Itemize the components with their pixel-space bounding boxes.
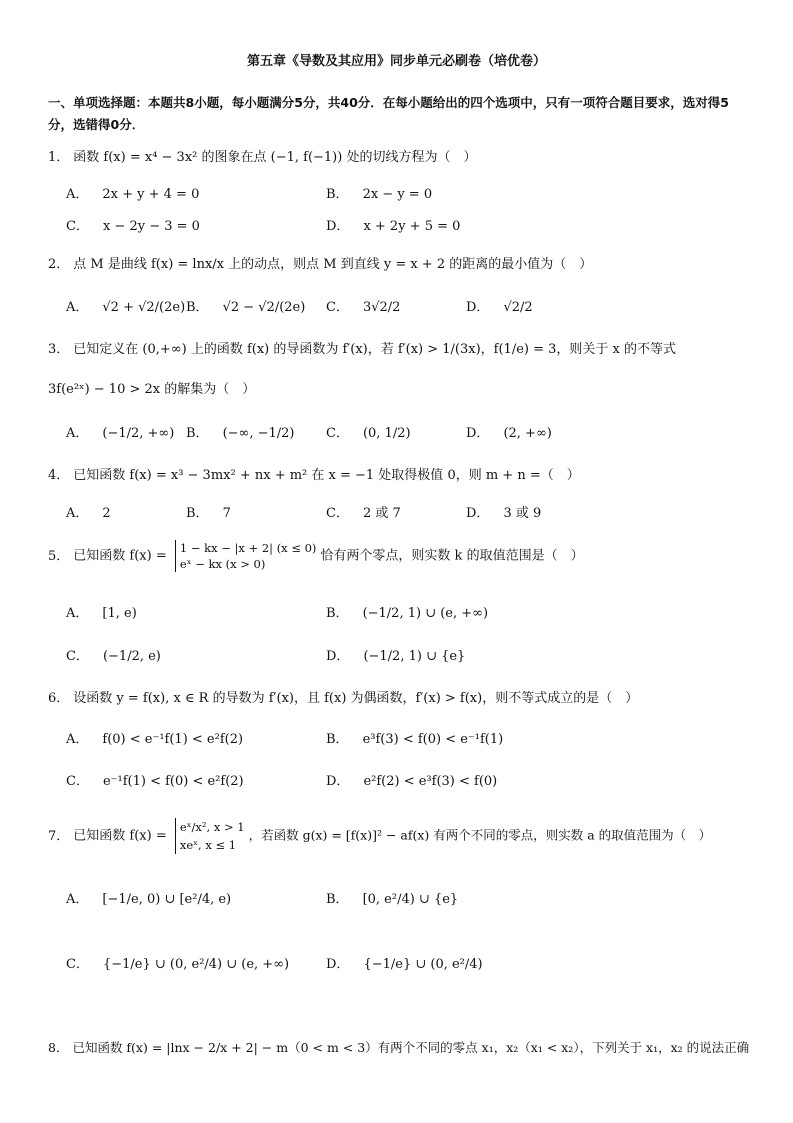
option-label: D． (466, 426, 490, 441)
section-heading: 一、单项选择题：本题共8小题，每小题满分5分，共40分．在每小题给出的四个选项中，只有一项符合题目要求，选对得5分，选错得0分． (48, 95, 729, 132)
option-b (326, 728, 503, 747)
question-4 (48, 464, 580, 483)
option-label: D． (326, 774, 350, 789)
option-label: A． (66, 426, 89, 441)
question-number: 7． (48, 828, 70, 844)
option-b (326, 888, 458, 907)
option-c (66, 645, 161, 664)
option-text: {−1/e} ∪ (0, e²/4) (363, 957, 483, 972)
option-text: [−1/e, 0) ∪ [e²/4, e) (102, 892, 232, 907)
option-text: e²f(2) < e³f(3) < f(0) (363, 774, 498, 789)
option-d (326, 215, 460, 234)
option-text: √2 − √2/(2e) (222, 300, 306, 315)
option-text: e³f(3) < f(0) < e⁻¹f(1) (362, 732, 504, 747)
option-label: A． (66, 892, 89, 907)
option-text: x − 2y − 3 = 0 (102, 219, 200, 234)
option-d (326, 770, 497, 789)
option-text: (−1/2, 1) ∪ (e, +∞) (362, 606, 489, 621)
option-label: D． (466, 506, 490, 521)
option-label: C． (66, 649, 89, 664)
question-number: 4． (48, 468, 70, 483)
question-number: 1． (48, 150, 70, 165)
option-label: C． (66, 774, 89, 789)
option-label: A． (66, 300, 89, 315)
option-label: B． (326, 732, 349, 747)
option-c (326, 296, 400, 315)
piece-line: eˣ/x², x > 1 (179, 820, 245, 834)
option-label: A． (66, 506, 89, 521)
question-stem: 已知函数 f(x) = |lnx − 2/x + 2| − m（0 < m < 3）有两个不同的零点 x₁，x₂（x₁ < x₂），下列关于 x₁，x₂ 的说法正确 (72, 1040, 750, 1055)
question-stem: 点 M 是曲线 f(x) = lnx/x 上的动点，则点 M 到直线 y = x + 2 的距离的最小值为（ ） (73, 257, 593, 272)
option-a (66, 602, 137, 621)
option-text: 2x − y = 0 (362, 187, 433, 202)
question-number: 6． (48, 691, 70, 706)
option-text: (−1/2, +∞) (102, 426, 175, 441)
option-c (326, 422, 411, 441)
question-8 (48, 1038, 749, 1056)
option-text: 7 (222, 506, 231, 521)
option-text: (−1/2, 1) ∪ {e} (363, 649, 466, 664)
option-text: (0, 1/2) (362, 426, 411, 441)
option-label: B． (186, 300, 209, 315)
option-label: D． (466, 300, 490, 315)
option-label: D． (326, 649, 350, 664)
option-b (186, 422, 295, 441)
option-text: √2 + √2/(2e) (102, 300, 186, 315)
question-number: 2． (48, 257, 70, 272)
option-c (66, 770, 244, 789)
option-a (66, 502, 111, 521)
option-label: D． (326, 957, 350, 972)
option-label: B． (186, 426, 209, 441)
option-c (66, 215, 200, 234)
question-3 (48, 338, 676, 357)
option-label: B． (186, 506, 209, 521)
option-text: (−∞, −1/2) (222, 426, 295, 441)
option-label: A． (66, 732, 89, 747)
option-d (466, 502, 541, 521)
option-text: e⁻¹f(1) < f(0) < e²f(2) (102, 774, 244, 789)
question-stem-lead: 已知函数 f(x) = (73, 548, 167, 564)
piecewise-brace (175, 540, 317, 572)
option-text: 2 (102, 506, 111, 521)
option-d (326, 953, 483, 972)
option-text: 2 或 7 (362, 506, 401, 521)
option-label: C． (66, 219, 89, 234)
option-d (466, 296, 533, 315)
piece-line: 1 − kx − |x + 2| (x ≤ 0) (179, 541, 317, 555)
option-a (66, 888, 231, 907)
option-text: {−1/e} ∪ (0, e²/4) ∪ (e, +∞) (102, 957, 290, 972)
option-label: B． (326, 892, 349, 907)
question-stem: 已知函数 f(x) = x³ − 3mx² + nx + m² 在 x = −1 处取得极值 0，则 m + n =（ ） (73, 468, 580, 483)
option-label: A． (66, 187, 89, 202)
question-stem: 设函数 y = f(x), x ∈ R 的导数为 f′(x)，且 f(x) 为偶函数，f′(x) > f(x)，则不等式成立的是（ ） (73, 691, 639, 706)
question-stem: 函数 f(x) = x⁴ − 3x² 的图象在点 (−1, f(−1)) 处的切线方程为（ ） (73, 150, 477, 165)
question-5 (48, 540, 584, 572)
option-text: f(0) < e⁻¹f(1) < e²f(2) (102, 732, 244, 747)
question-number: 3． (48, 342, 70, 357)
option-text: (−1/2, e) (102, 649, 161, 664)
question-stem: 已知定义在 (0,+∞) 上的函数 f(x) 的导函数为 f′(x)，若 f′(x) > 1/(3x)，f(1/e) = 3，则关于 x 的不等式 (73, 342, 676, 357)
option-text: [0, e²/4) ∪ {e} (362, 892, 459, 907)
option-text: √2/2 (503, 300, 533, 315)
piece-line: eˣ − kx (x > 0) (179, 557, 266, 571)
option-text: 2x + y + 4 = 0 (102, 187, 200, 202)
option-a (66, 183, 199, 202)
option-b (186, 502, 231, 521)
option-label: C． (326, 506, 349, 521)
option-text: 3 或 9 (503, 506, 542, 521)
option-text: 3√2/2 (362, 300, 401, 315)
question-3-continued (48, 378, 255, 397)
question-7 (48, 818, 711, 854)
option-label: C． (66, 957, 89, 972)
question-stem-tail: 恰有两个零点，则实数 k 的取值范围是（ ） (320, 548, 584, 564)
option-a (66, 296, 185, 315)
option-text: [1, e) (102, 606, 137, 621)
option-c (66, 953, 289, 972)
option-label: B． (326, 187, 349, 202)
question-stem-continued: 3f(e²ˣ) − 10 > 2x 的解集为（ ） (48, 382, 256, 397)
option-c (326, 502, 401, 521)
question-number: 5． (48, 548, 70, 564)
option-a (66, 728, 243, 747)
question-6 (48, 687, 638, 706)
question-1 (48, 146, 476, 165)
option-d (466, 422, 552, 441)
option-label: C． (326, 300, 349, 315)
option-d (326, 645, 465, 664)
option-a (66, 422, 174, 441)
question-2 (48, 253, 592, 272)
option-label: A． (66, 606, 89, 621)
option-b (326, 602, 488, 621)
option-label: D． (326, 219, 350, 234)
option-label: B． (326, 606, 349, 621)
piecewise-brace (175, 818, 245, 854)
option-text: (2, +∞) (503, 426, 552, 441)
option-label: C． (326, 426, 349, 441)
option-b (186, 296, 305, 315)
piece-line: xeˣ, x ≤ 1 (179, 838, 237, 852)
option-text: x + 2y + 5 = 0 (363, 219, 461, 234)
question-stem-lead: 已知函数 f(x) = (73, 828, 167, 844)
question-stem-tail: ，若函数 g(x) = [f(x)]² − af(x) 有两个不同的零点，则实数 a 的取值范围为（ ） (248, 827, 712, 843)
question-number: 8． (48, 1040, 69, 1055)
page-title: 第五章《导数及其应用》同步单元必刷卷（培优卷） (246, 54, 546, 69)
option-b (326, 183, 432, 202)
